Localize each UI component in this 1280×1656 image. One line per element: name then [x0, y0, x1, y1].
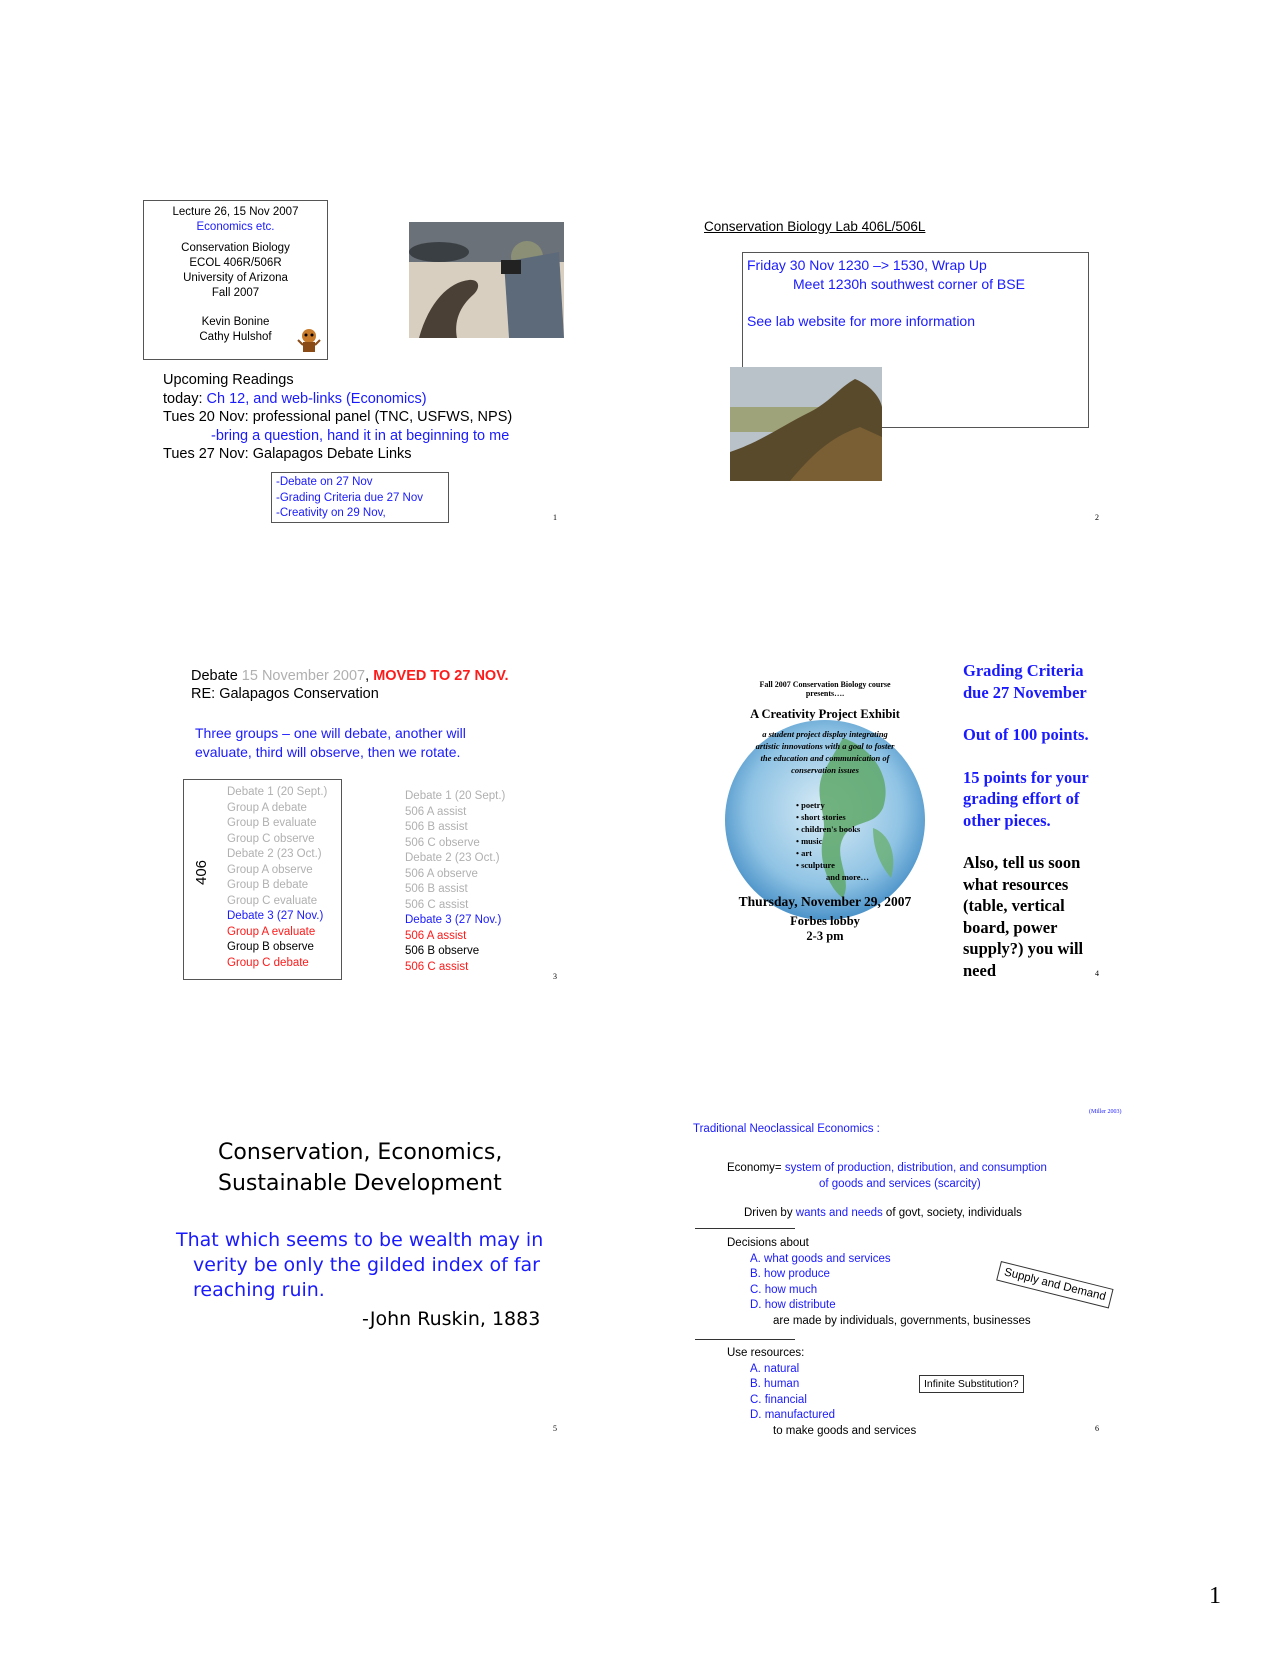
406-label: 406: [193, 859, 210, 885]
lecture-date: Lecture 26, 15 Nov 2007: [172, 206, 299, 218]
ruskin-quote: That which seems to be wealth may in verity be only the gilded index of far reaching ruin.: [176, 1229, 544, 1301]
debate-description: Three groups – one will debate, another will evaluate, third will observe, then we rotate.: [195, 725, 466, 760]
readings-tues27: Tues 27 Nov: Galapagos Debate Links: [163, 446, 412, 462]
upcoming-readings: [163, 371, 512, 464]
slide-number: 5: [553, 1424, 557, 1433]
page-number: 1: [1209, 1583, 1221, 1609]
deadline-item: -Debate on 27 Nov: [276, 476, 373, 488]
driven-by: Driven by wants and needs of govt, society, individuals: [744, 1207, 1022, 1219]
deadlines-box: [271, 472, 449, 523]
lab-date: Friday 30 Nov 1230 –> 1530, Wrap Up: [747, 257, 987, 273]
debate-header: [191, 667, 509, 703]
slide-number: 6: [1095, 1424, 1099, 1433]
course-name: Conservation Biology: [181, 242, 290, 254]
grading-criteria-text: Grading Criteria due 27 November Out of 100 points. 15 points for your grading effort of other pieces. Also, tell us soon what resources (table, vertical board, power supply?) you will need: [963, 661, 1089, 980]
sea-lion-photo: [409, 222, 564, 338]
readings-tues20: Tues 20 Nov: professional panel (TNC, USFWS, NPS): [163, 409, 513, 425]
infinite-substitution-box: Infinite Substitution?: [919, 1375, 1024, 1393]
lab-title: Conservation Biology Lab 406L/506L: [704, 219, 926, 234]
debate-title: Debate 15 November 2007, MOVED TO 27 NOV.: [191, 668, 509, 684]
406-schedule: Debate 1 (20 Sept.) Group A debate Group B evaluate Group C observe Debate 2 (23 Oct.) Group A observe Group B debate Group C evaluate Debate 3 (27 Nov.) Group A evaluate Group B observe Group C debate: [227, 786, 328, 969]
slide-number: 2: [1095, 513, 1099, 522]
slide-number: 3: [553, 972, 557, 981]
readings-tues20-note: -bring a question, hand it in at beginning to me: [211, 427, 510, 444]
term: Fall 2007: [211, 287, 260, 299]
university: University of Arizona: [183, 272, 288, 284]
citation: (Miller 2003): [1089, 1109, 1122, 1115]
course-code: ECOL 406R/506R: [189, 257, 282, 269]
instructor-1: Kevin Bonine: [201, 316, 270, 328]
lab-website-note: See lab website for more information: [747, 313, 975, 329]
resources-list: Use resources: A. natural B. human C. financial D. manufactured to make goods and services: [727, 1347, 917, 1437]
poster-title: A Creativity Project Exhibit: [750, 707, 900, 721]
lab-info-text: [747, 256, 1025, 331]
decisions-list: Decisions about A. what goods and services B. how produce C. how much D. how distribute are made by individuals, governments, businesses: [727, 1237, 1031, 1327]
supply-demand-box: Supply and Demand: [996, 1261, 1114, 1309]
cartoon-mascot-icon: [297, 326, 321, 354]
desert-hillside-photo: [730, 367, 882, 481]
slide5-title: Conservation, Economics, Sustainable Development: [218, 1140, 503, 1196]
instructor-2: Cathy Hulshof: [199, 331, 272, 343]
debate-subtitle: RE: Galapagos Conservation: [191, 686, 379, 702]
creativity-poster: Fall 2007 Conservation Biology course presents…. A Creativity Project Exhibit a student project display integrating artistic innovations with a goal to foster the education and communication of conservation issues: [725, 680, 925, 776]
readings-heading: Upcoming Readings: [163, 372, 294, 388]
slide-number: 4: [1095, 969, 1099, 978]
divider: [695, 1228, 795, 1229]
lab-meeting: Meet 1230h southwest corner of BSE: [793, 276, 1025, 292]
slide-number: 1: [553, 513, 557, 522]
divider: [695, 1339, 795, 1340]
readings-today: today: Ch 12, and web-links (Economics): [163, 390, 427, 407]
economy-definition: Economy= system of production, distribution, and consumption of goods and services (scarcity): [727, 1162, 1047, 1190]
deadline-item: -Grading Criteria due 27 Nov: [276, 491, 424, 504]
poster-event-details: Thursday, November 29, 2007 Forbes lobby 2-3 pm: [738, 894, 912, 943]
506-schedule: Debate 1 (20 Sept.) 506 A assist 506 B assist 506 C observe Debate 2 (23 Oct.) 506 A observe 506 B assist 506 C assist Debate 3 (27 Nov.) 506 A assist 506 B observe 506 C assist: [405, 790, 506, 973]
poster-media-list: • poetry • short stories • children's books • music • art • sculpture and more…: [796, 800, 870, 882]
economics-heading: Traditional Neoclassical Economics :: [693, 1123, 880, 1135]
quote-author: -John Ruskin, 1883: [362, 1308, 541, 1330]
deadline-item: -Creativity on 29 Nov,: [276, 507, 386, 519]
lecture-topic: Economics etc.: [196, 221, 275, 233]
